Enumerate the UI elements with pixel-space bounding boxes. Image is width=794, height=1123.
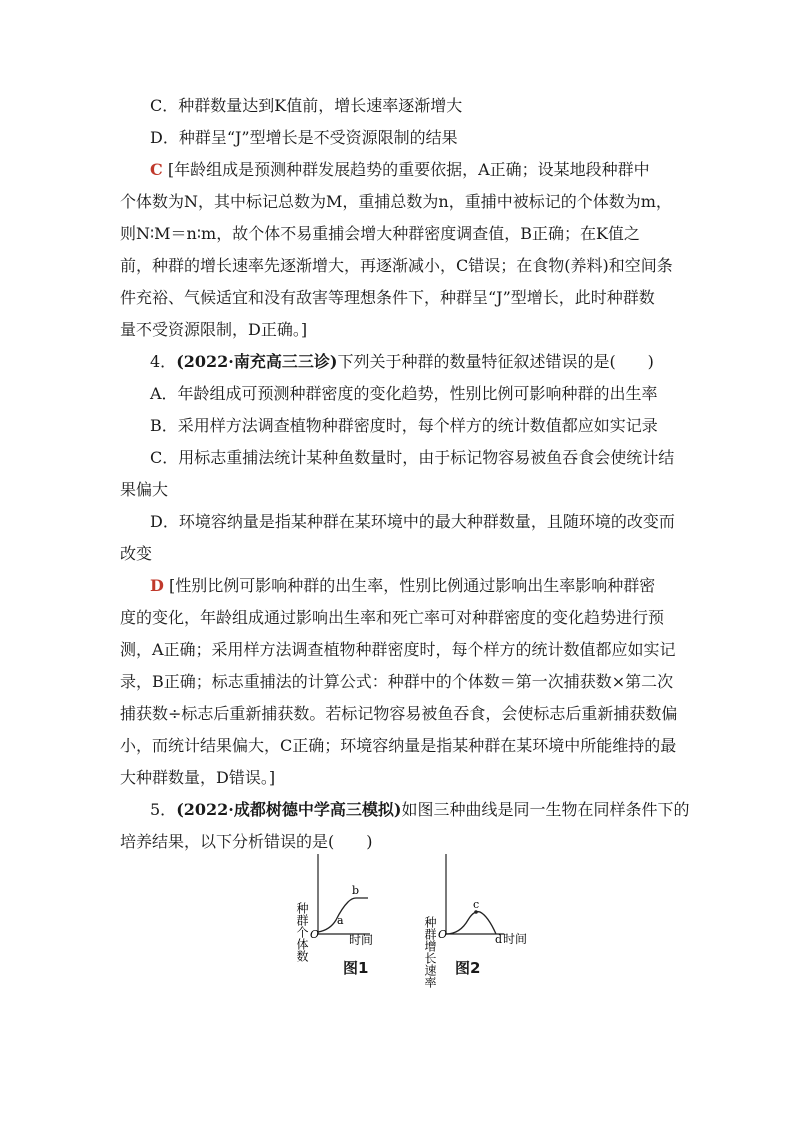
question4-option-d-2: 改变 bbox=[120, 544, 153, 563]
answer3-line5: 件充裕、气候适宜和没有敌害等理想条件下，种群呈“J”型增长，此时种群数 bbox=[120, 288, 655, 307]
question5-text-1: 如图三种曲线是同一生物在同样条件下的 bbox=[401, 800, 690, 819]
answer4-line2: 度的变化，年龄组成通过影响出生率和死亡率可对种群密度的变化趋势进行预 bbox=[120, 608, 665, 627]
question4-option-c-1: C．用标志重捕法统计某种鱼数量时，由于标记物容易被鱼吞食会使统计结 bbox=[150, 448, 675, 467]
question4-number: 4． bbox=[150, 352, 177, 371]
answer4-line3: 测，A正确；采用样方法调查植物种群密度时，每个样方的统计数值都应如实记 bbox=[120, 640, 676, 659]
answer3-line6: 量不受资源限制，D正确。] bbox=[120, 320, 308, 339]
question5-stem-1 bbox=[150, 799, 689, 821]
figure1-xlabel: 时间 bbox=[349, 933, 374, 947]
answer4-line7: 大种群数量，D错误。] bbox=[120, 768, 276, 787]
answer3-letter: C bbox=[150, 160, 163, 179]
question5-source: (2022·成都树德中学高三模拟) bbox=[176, 800, 402, 819]
figure1-caption: 图1 bbox=[343, 959, 369, 977]
answer4-line4: 录，B正确；标志重捕法的计算公式：种群中的个体数＝第一次捕获数×第二次 bbox=[120, 672, 674, 691]
question5-stem-2: 培养结果，以下分析错误的是( ) bbox=[120, 832, 373, 851]
question4-option-d-1: D．环境容纳量是指某种群在某环境中的最大种群数量，且随环境的改变而 bbox=[150, 512, 675, 531]
question4-option-a: A．年龄组成可预测种群密度的变化趋势，性别比例可影响种群的出生率 bbox=[150, 384, 658, 403]
answer3-text-1: [年龄组成是预测种群发展趋势的重要依据，A正确；设某地段种群中 bbox=[167, 160, 650, 179]
option-d: D．种群呈“J”型增长是不受资源限制的结果 bbox=[150, 128, 458, 147]
answer4-line1 bbox=[150, 575, 655, 597]
figure2-point-c: c bbox=[473, 898, 480, 911]
figure2-ylabel: 种群增长速率 bbox=[423, 916, 437, 988]
question4-option-b: B．采用样方法调查植物种群密度时，每个样方的统计数值都应如实记录 bbox=[150, 416, 658, 435]
answer3-line3: 则N∶M＝n∶m，故个体不易重捕会增大种群密度调查值，B正确；在K值之 bbox=[120, 224, 640, 243]
figure2-xlabel: 时间 bbox=[503, 932, 528, 946]
answer4-line5: 捕获数÷标志后重新捕获数。若标记物容易被鱼吞食，会使标志后重新捕获数偏 bbox=[120, 704, 678, 723]
question4-source: (2022·南充高三三诊) bbox=[176, 352, 338, 371]
figure1-point-a: a bbox=[337, 914, 344, 927]
answer3-line2: 个体数为N，其中标记总数为M，重捕总数为n，重捕中被标记的个体数为m， bbox=[120, 192, 672, 211]
figure2-origin: O bbox=[438, 928, 448, 941]
answer4-line6: 小，而统计结果偏大，C正确；环境容纳量是指某种群在某环境中所能维持的最 bbox=[120, 736, 677, 755]
option-c: C．种群数量达到K值前，增长速率逐渐增大 bbox=[150, 96, 463, 115]
figure2-point-d: d bbox=[495, 933, 503, 946]
question4-text: 下列关于种群的数量特征叙述错误的是( ) bbox=[337, 352, 654, 371]
figure-1 bbox=[295, 846, 406, 962]
question5-number: 5． bbox=[150, 800, 177, 819]
figure1-ylabel: 种群个体数 bbox=[295, 902, 309, 962]
question4-option-c-2: 果偏大 bbox=[120, 480, 169, 499]
answer3-line4: 前，种群的增长速率先逐渐增大，再逐渐减小，C错误；在食物(养料)和空间条 bbox=[120, 256, 673, 275]
answer4-letter: D bbox=[150, 576, 164, 595]
answer4-text-1: [性别比例可影响种群的出生率，性别比例通过影响出生率影响种群密 bbox=[168, 576, 656, 595]
answer3-line1 bbox=[150, 159, 650, 181]
figure2-caption: 图2 bbox=[455, 959, 481, 977]
figure1-point-b: b bbox=[352, 884, 360, 897]
question4-stem bbox=[150, 351, 654, 373]
figure1-origin: O bbox=[310, 928, 320, 941]
